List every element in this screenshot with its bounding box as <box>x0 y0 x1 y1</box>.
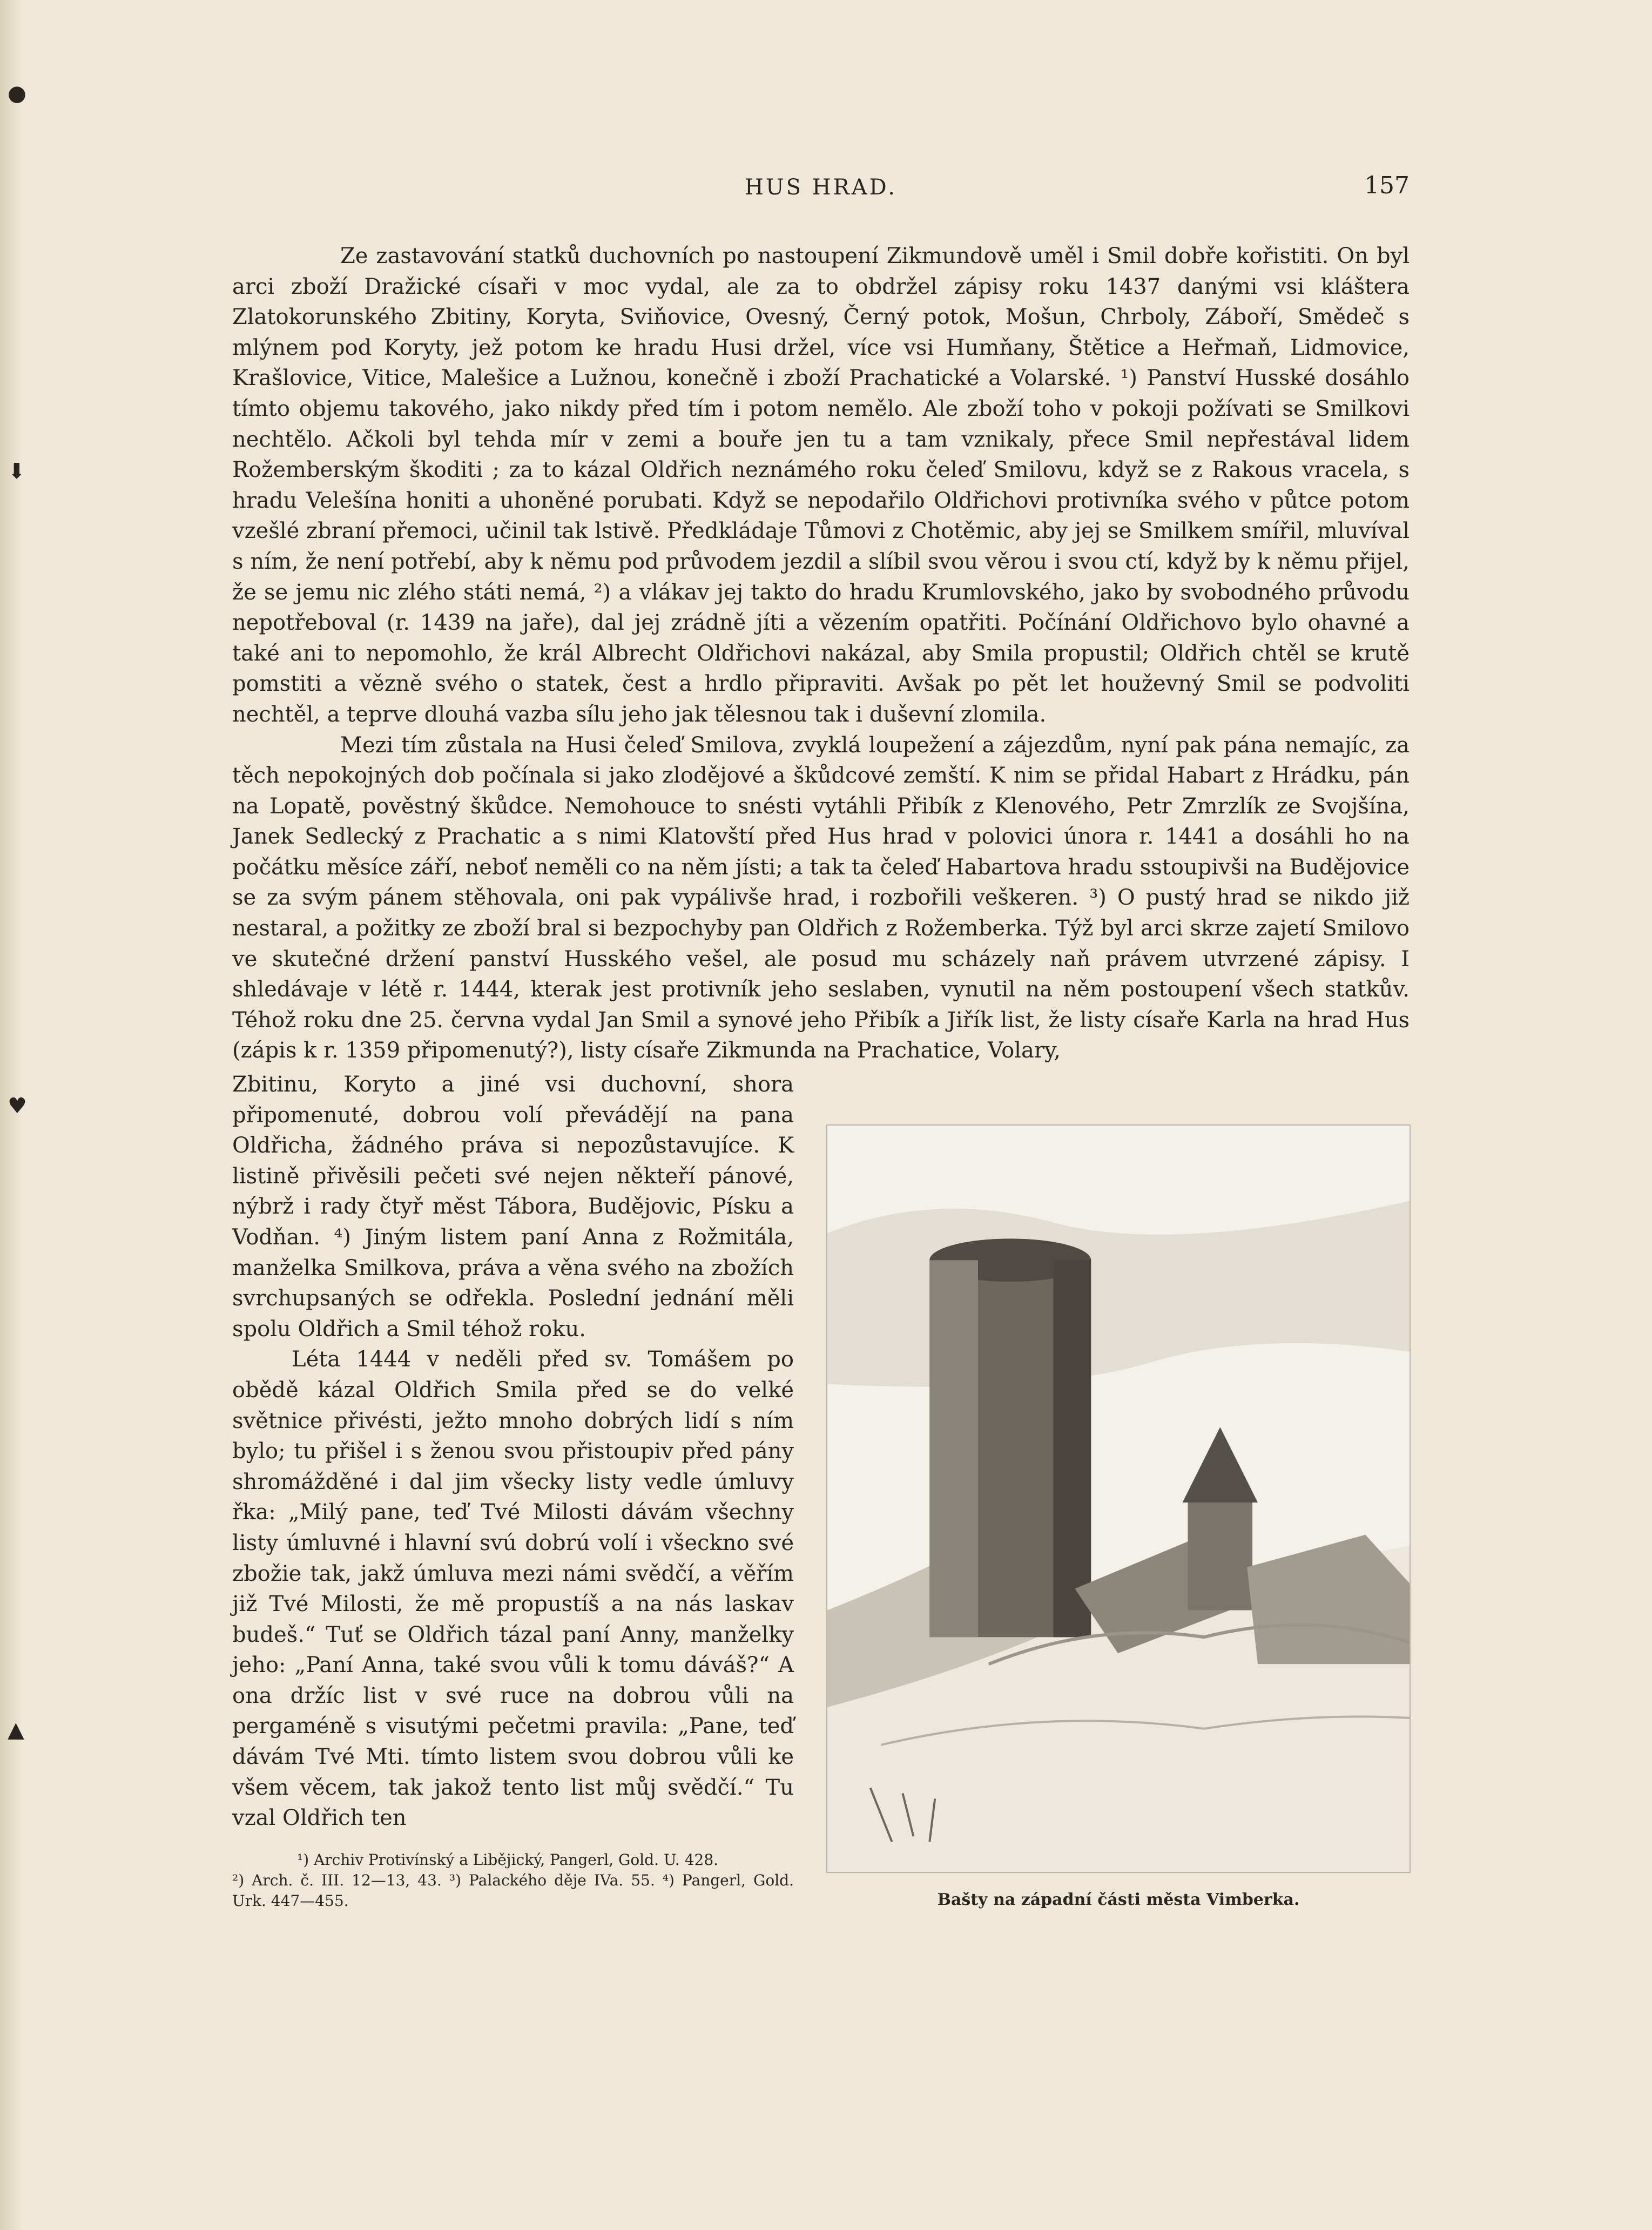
illustration-caption: Bašty na západní části města Vimberka. <box>937 1890 1300 1909</box>
paragraph: Mezi tím zůstala na Husi čeleď Smilova, zvyklá loupežení a zájezdům, nyní pak pána nemajíc, za těch nepokojných dob počínala si jako zlodějové a škůdcové zemští. K nim se přidal Habart z Hrádku, pán na Lopatě, pověstný škůdce. Nemohouce to snésti vytáhli Přibík z Klenového, Petr Zmrzlík ze Svojšína, Janek Sedlecký z Prachatic a s nimi Klatovští před Hus hrad v polovici února r. 1441 a dosáhli ho na počátku měsíce září, neboť neměli co na něm jísti; a tak ta čeleď Habartova hradu sstoupivši na Budějovice se za svým pánem stěhovala, oni pak vypálivše hrad, i rozbořili veškeren. ³) O pustý hrad se nikdo již nestaral, a požitky ze zboží bral si bezpochyby pan Oldřich z Rožemberka. Týž byl arci skrze zajetí Smilovo ve skutečné držení panství Husského vešel, ale posud mu scházely naň právem utvrzené zápisy. I shledávaje v létě r. 1444, kterak jest protivník jeho seslaben, vynutil na něm postoupení všech statkův. Téhož roku dne 25. června vydal Jan Smil a synové jeho Přibík a Jiřík list, že listy císaře Karla na hrad Hus (zápis k r. 1359 připomenutý?), listy císaře Zikmunda na Prachatice, Volary, <box>232 732 1410 1063</box>
paragraph: Léta 1444 v neděli před sv. Tomášem po obědě kázal Oldřich Smila před se do velké světnice přivésti, ježto mnoho dobrých lidí s ním bylo; tu přišel i s ženou svou přistoupiv před pány shromážděné i dal jim všecky listy vedle úmluvy řka: „Milý pane, teď Tvé Milosti dávám všechny listy úmluvné i hlavní svú dobrú volí i všeckno své zbožie tak, jakž úmluva mezi námi svědčí, a věřím již Tvé Milosti, že mě propustíš a na nás laskav budeš.“ Tuť se Oldřich tázal paní Anny, manželky jeho: „Paní Anna, také svou vůli k tomu dáváš?“ A ona držíc list v své ruce na dobrou vůli na pergaméně s visutými pečetmi pravila: „Pane, teď dávám Tvé Mti. tímto listem svou dobrou vůli ke všem věcem, tak jakož tento list můj svědčí.“ Tu vzal Oldřich ten <box>232 1347 794 1831</box>
margin-dot: ● <box>8 81 26 106</box>
paragraph: Zbitinu, Koryto a jiné vsi duchovní, shora připomenuté, dobrou volí převádějí na pana Oldřicha, žádného práva si nepozůstavujíce. K listině přivěsili pečeti své nejen někteří pánové, nýbrž i rady čtyř měst Tábora, Budějovic, Písku a Vodňan. ⁴) Jiným listem paní Anna z Rožmitála, manželka Smilkova, práva a věna svého na zbožích svrchupsaných se odřekla. Poslední jednání měli spolu Oldřich a Smil téhož roku. <box>232 1072 794 1342</box>
running-title: HUS HRAD. <box>745 175 897 200</box>
footnote: ²) Arch. č. III. 12—13, 43. ³) Palackého děje IVa. 55. ⁴) Pangerl, Gold. Urk. 447—455. <box>232 1871 794 1910</box>
margin-heart: ♥ <box>8 1094 27 1119</box>
tower-drawing <box>827 1126 1410 1872</box>
footnote: ¹) Archiv Protivínský a Libějický, Pangerl, Gold. U. 428. <box>297 1851 719 1869</box>
footnotes <box>232 1850 794 1911</box>
margin-mark: ▲ <box>8 1717 24 1742</box>
margin-mark: ⬇ <box>8 459 26 484</box>
page-number: 157 <box>1364 172 1410 199</box>
paragraph: Ze zastavování statků duchovních po nastoupení Zikmundově uměl i Smil dobře kořistiti. On byl arci zboží Dražické císaři v moc vydal, ale za to obdržel zápisy roku 1437 danými vsi kláštera Zlatokorunského Zbitiny, Koryta, Sviňovice, Ovesný, Černý potok, Mošun, Chrboly, Záboří, Smědeč s mlýnem pod Koryty, jež potom ke hradu Husi držel, více vsi Humňany, Štětice a Heřmaň, Lidmovice, Krašlovice, Vitice, Malešice a Lužnou, konečně i zboží Prachatické a Volarské. ¹) Panství Husské dosáhlo tímto objemu takového, jako nikdy před tím i potom nemělo. Ale zboží toho v pokoji požívati se Smilkovi nechtělo. Ačkoli byl tehda mír v zemi a bouře jen tu a tam vznikaly, přece Smil nepřestával lidem Rožemberským škoditi ; za to kázal Oldřich neznámého roku čeleď Smilovu, když se z Rakous vracela, s hradu Velešína honiti a uhoněné porubati. Když se nepodařilo Oldřichovi protivníka svého v půtce potom vzešlé zbraní přemoci, učinil tak lstivě. Předkládaje Tůmovi z Chotěmic, aby jej se Smilkem smířil, mluvíval s ním, že není potřebí, aby k němu pod průvodem jezdil a slíbil svou věrou i svou ctí, když by k němu přijel, že se jemu nic zlého státi nemá, ²) a vlákav jej takto do hradu Krumlovského, jako by svobodného průvodu nepotřeboval (r. 1439 na jaře), dal jej zrádně jíti a vězením opatřiti. Počínání Oldřichovo bylo ohavné a také ani to nepomohlo, že král Albrecht Oldřichovi nakázal, aby Smila propustil; Oldřich chtěl se krutě pomstiti a vězně svého o statek, čest a hrdlo připraviti. Avšak po pět let houževný Smil se podvoliti nechtěl, a teprve dlouhá vazba sílu jeho jak tělesnou tak i duševní zlomila. <box>232 244 1410 727</box>
column-text <box>232 1069 794 1834</box>
tower-illustration <box>826 1124 1411 1873</box>
main-text <box>232 241 1410 1066</box>
page-header <box>232 172 1410 204</box>
